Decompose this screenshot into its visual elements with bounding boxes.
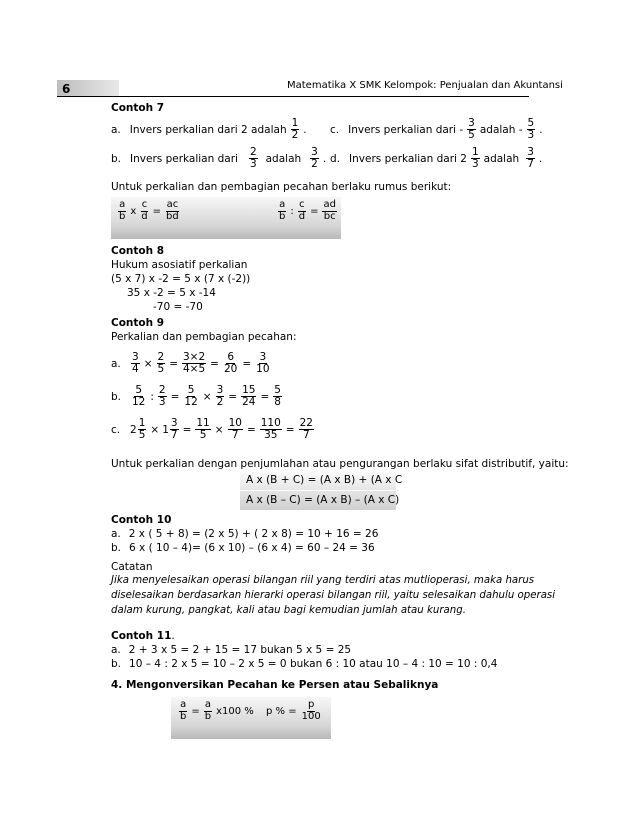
fraction: $\frac{1}{5}$ xyxy=(138,417,146,442)
operator: × xyxy=(202,390,212,403)
rule-divide xyxy=(277,200,338,222)
contoh11-heading: Contoh 11. xyxy=(111,630,175,642)
equals-sign: = xyxy=(191,705,200,717)
contoh9-intro: Perkalian dan pembagian pecahan: xyxy=(111,331,297,343)
contoh8-line: 35 x -2 = 5 x -14 xyxy=(127,287,216,299)
fraction: $\frac{ad}{bc}$ xyxy=(323,199,336,222)
fraction: $\frac{10}{7}$ xyxy=(228,417,242,442)
fraction: $\frac{2}{3}$ xyxy=(249,146,257,171)
contoh8-line: -70 = -70 xyxy=(153,301,203,313)
contoh10-heading: Contoh 10 xyxy=(111,514,172,526)
contoh7-d xyxy=(330,147,542,170)
header-rule xyxy=(57,96,529,97)
period: . xyxy=(303,123,307,136)
equals-sign: = xyxy=(310,205,319,217)
p-percent-label: p % = xyxy=(266,705,297,717)
distrib-separator xyxy=(240,490,396,491)
item-prefix: d. xyxy=(330,152,341,165)
item-prefix: b. xyxy=(111,152,122,165)
fraction: $\frac{3}{4}$ xyxy=(132,351,139,376)
catatan-line: Jika menyelesaikan operasi bilangan riil yang terdiri atas mutlioperasi, maka harus xyxy=(111,575,535,586)
item-text: Invers perkalian dari 2 adalah xyxy=(129,123,287,136)
fraction: $\frac{a}{b}$ xyxy=(119,199,126,222)
equals-sign: = xyxy=(285,423,295,436)
fraction: $\frac{110}{35}$ xyxy=(260,417,281,442)
item-prefix: c. xyxy=(330,123,340,136)
equals-sign: = xyxy=(260,390,270,403)
convert-formula-1 xyxy=(178,700,254,722)
contoh11-a: a. 2 + 3 x 5 = 2 + 15 = 17 bukan 5 x 5 = 25 xyxy=(111,644,352,656)
item-mid: adalah xyxy=(265,152,302,165)
period: . xyxy=(539,123,543,136)
contoh9-heading: Contoh 9 xyxy=(111,317,165,329)
fraction: $\frac{p}{100}$ xyxy=(301,699,321,722)
fraction: $\frac{1}{3}$ xyxy=(471,146,479,171)
contoh8-heading: Contoh 8 xyxy=(111,245,165,257)
fraction: $\frac{c}{d}$ xyxy=(141,199,148,222)
equals-sign: = xyxy=(152,205,162,217)
whole-number: 2 xyxy=(130,423,137,436)
contoh7-b xyxy=(111,147,326,170)
contoh10-b: b. 6 x ( 10 – 4)= (6 x 10) – (6 x 4) = 60 – 24 = 36 xyxy=(111,542,375,554)
equals-sign: = xyxy=(182,423,192,436)
period: . xyxy=(322,152,327,165)
fraction: $\frac{3}{5}$ xyxy=(468,117,475,142)
whole-number: 1 xyxy=(162,423,169,436)
page-number: 6 xyxy=(62,82,71,96)
fraction: $\frac{3}{7}$ xyxy=(170,417,178,442)
equals-sign: = xyxy=(210,357,219,370)
operator: × xyxy=(143,357,153,370)
equals-sign: = xyxy=(242,357,252,370)
equals-sign: = xyxy=(170,390,180,403)
operator: × xyxy=(150,423,160,436)
item-text: Invers perkalian dari - xyxy=(348,123,464,136)
contoh8-line: (5 x 7) x -2 = 5 x (7 x (-2)) xyxy=(111,273,251,285)
fraction: $\frac{5}{8}$ xyxy=(274,384,281,409)
fraction: $\frac{2}{5}$ xyxy=(157,351,165,376)
contoh9-c xyxy=(111,418,315,441)
contoh11-b: b. 10 – 4 : 2 x 5 = 10 – 2 x 5 = 0 bukan 6 : 10 atau 10 – 4 : 10 = 10 : 0,4 xyxy=(111,658,498,670)
times-100-percent: x100 % xyxy=(216,705,254,717)
operator: : xyxy=(150,390,154,403)
equals-sign: = xyxy=(228,390,238,403)
contoh8-line: Hukum asosiatif perkalian xyxy=(111,259,248,271)
fraction: $\frac{3}{10}$ xyxy=(256,351,270,376)
operator: × xyxy=(214,423,224,436)
equals-sign: = xyxy=(246,423,256,436)
item-text: Invers perkalian dari xyxy=(130,152,238,165)
fraction: $\frac{15}{24}$ xyxy=(242,384,256,409)
rule-intro: Untuk perkalian dan pembagian pecahan berlaku rumus berikut: xyxy=(111,181,452,193)
divide-sign: : xyxy=(290,205,294,217)
contoh9-a xyxy=(111,352,272,375)
period: . xyxy=(538,152,543,165)
fraction: $\frac{2}{3}$ xyxy=(158,384,166,409)
fraction: $\frac{22}{7}$ xyxy=(299,417,313,442)
fraction: $\frac{11}{5}$ xyxy=(196,417,210,442)
item-prefix: b. xyxy=(111,390,122,403)
equals-sign: = xyxy=(169,357,178,370)
rule-multiply xyxy=(117,200,181,222)
item-mid: adalah - xyxy=(479,123,523,136)
fraction: $\frac{a}{b}$ xyxy=(279,199,286,222)
item-prefix: a. xyxy=(111,357,121,370)
contoh7-c xyxy=(330,118,543,141)
contoh7-a xyxy=(111,118,307,141)
contoh10-a: a. 2 x ( 5 + 8) = (2 x 5) + ( 2 x 8) = 10 + 16 = 26 xyxy=(111,528,379,540)
catatan-heading: Catatan xyxy=(111,561,153,573)
distrib-line: A x (B + C) = (A x B) + (A x C xyxy=(246,474,403,486)
item-prefix: c. xyxy=(111,423,121,436)
convert-formula-2 xyxy=(266,700,323,722)
fraction: $\frac{5}{12}$ xyxy=(132,384,146,409)
header-title: Matematika X SMK Kelompok: Penjualan dan Akuntansi xyxy=(287,80,563,91)
fraction: $\frac{6}{20}$ xyxy=(223,351,238,376)
fraction: $\frac{3\times 2}{4\times 5}$ xyxy=(183,351,206,376)
fraction: $\frac{5}{3}$ xyxy=(527,117,535,142)
catatan-line: dalam kurung, pangkat, kali atau bagi kemudian jumlah atau kurang. xyxy=(111,605,466,616)
item-text: Invers perkalian dari 2 xyxy=(349,152,467,165)
fraction: $\frac{a}{b}$ xyxy=(204,699,212,722)
distrib-line: A x (B – C) = (A x B) – (A x C) xyxy=(246,494,400,506)
fraction: $\frac{3}{7}$ xyxy=(527,146,534,171)
item-prefix: a. xyxy=(111,123,121,136)
catatan-line: diselesaikan berdasarkan hierarki operasi bilangan riil, yaitu selesaikan dahulu operasi xyxy=(111,590,556,601)
fraction: $\frac{a}{b}$ xyxy=(180,699,187,722)
fraction: $\frac{3}{2}$ xyxy=(216,384,224,409)
fraction: $\frac{3}{2}$ xyxy=(311,146,318,171)
section4-heading: 4. Mengonversikan Pecahan ke Persen atau Sebaliknya xyxy=(111,679,439,691)
fraction: $\frac{c}{d}$ xyxy=(298,199,306,222)
item-mid: adalah xyxy=(483,152,520,165)
fraction: $\frac{1}{2}$ xyxy=(291,117,299,142)
fraction: $\frac{ac}{bd}$ xyxy=(166,199,179,222)
contoh9-b xyxy=(111,385,283,408)
contoh7-heading: Contoh 7 xyxy=(111,102,165,114)
fraction: $\frac{5}{12}$ xyxy=(184,384,198,409)
times-sign: x xyxy=(130,205,137,217)
distrib-intro: Untuk perkalian dengan penjumlahan atau pengurangan berlaku sifat distributif, yaitu: xyxy=(111,458,569,470)
